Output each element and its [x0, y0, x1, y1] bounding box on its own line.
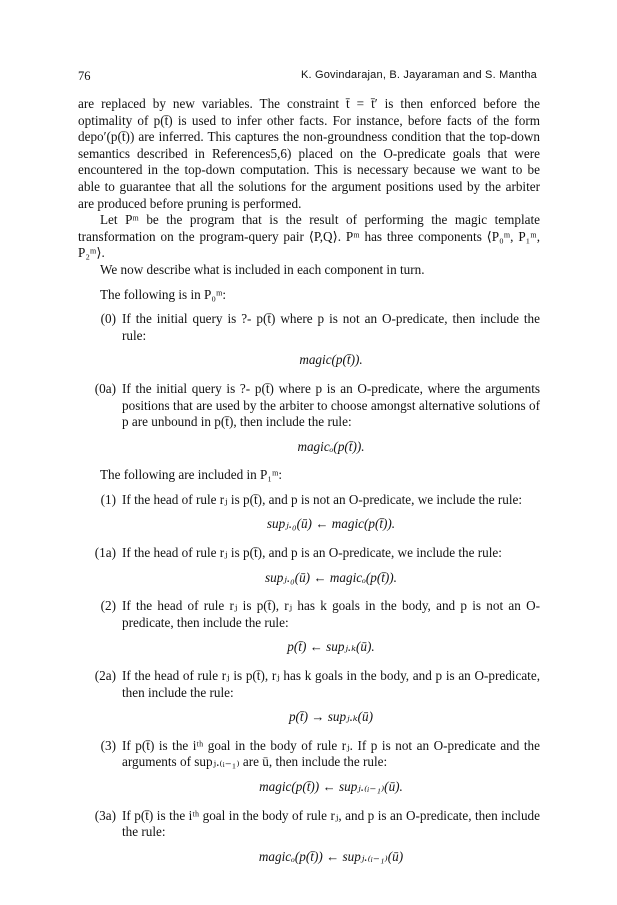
- rule-formula: magic(p(t̄)).: [299, 352, 363, 368]
- rule-formula: magicₒ(p(t̄)).: [297, 438, 365, 454]
- page-number: 76: [78, 69, 91, 83]
- rule-item-body: [122, 668, 540, 730]
- rule-item: [78, 738, 540, 800]
- rule-formula: magic(p(t̄)) ← supⱼ.₍ᵢ₋₁₎(ū).: [259, 779, 403, 794]
- rule-item-label: (3a): [94, 807, 116, 823]
- section-intro-p0: The following is in P₀ᵐ:: [100, 286, 227, 302]
- rule-formula: magicₒ(p(t̄)) ← supⱼ.₍ᵢ₋₁₎(ū): [258, 848, 404, 864]
- rule-item-body: [122, 381, 540, 459]
- rule-item-label: (0): [100, 311, 116, 327]
- rule-item: [78, 311, 540, 373]
- rule-item: [78, 381, 540, 459]
- rule-item-body: [122, 492, 540, 537]
- rule-formula: supⱼ.₀(ū) ← magicₒ(p(t̄)).: [265, 569, 397, 585]
- rule-item-text: If the head of rule rⱼ is p(t̄), rⱼ has k goals in the body, and p is an O-predicate, then include the rule:: [122, 668, 540, 700]
- rule-item-body: [122, 545, 540, 590]
- rule-formula: p(t̄) ← supⱼ.ₖ(ū).: [287, 639, 375, 655]
- rule-item: [78, 668, 540, 730]
- rule-item: [78, 598, 540, 660]
- rule-item-body: [122, 311, 540, 373]
- rule-item-body: [122, 598, 540, 660]
- rule-item-text: If p(t̄) is the iᵗʰ goal in the body of rule rⱼ, and p is an O-predicate, then include the rule:: [122, 807, 540, 840]
- rule-item-text: If the head of rule rⱼ is p(t̄), and p is not an O-predicate, we include the rule:: [122, 491, 523, 507]
- rule-item-label: (3): [100, 737, 116, 753]
- rule-formula: p(t̄) → supⱼ.ₖ(ū): [288, 709, 374, 725]
- paragraph: are replaced by new variables. The constraint t̄ = t̄′ is then enforced before the optimality of p(t̄) is used to infer other facts. For instance, before facts of the form depo′(p(t̄)) are inferred. This captures the non-groundness condition that the top-down semantics described in References5,6) placed on the O-predicate goals that were encountered in the top-down computation. This is necessary because we want to be able to guarantee that all the solutions for the argument positions used by the arbiter are produced before pruning is performed.: [78, 96, 540, 211]
- running-header-authors: K. Govindarajan, B. Jayaraman and S. Mantha: [300, 69, 537, 81]
- rule-item-text: If p(t̄) is the iᵗʰ goal in the body of rule rⱼ. If p is not an O-predicate and the arguments of supⱼ.₍ᵢ₋₁₎ are ū, then include the rule:: [122, 737, 540, 770]
- rule-item-body: [122, 808, 540, 870]
- rule-item: [78, 545, 540, 590]
- paragraph: We now describe what is included in each component in turn.: [100, 261, 425, 277]
- section-intro-p1: The following are included in P₁ᵐ:: [100, 467, 283, 483]
- rule-list-p1: [78, 492, 540, 870]
- rule-item-text: If the initial query is ?- p(t̄) where p is an O-predicate, where the arguments positions that are used by the arbiter to choose amongst alternative solutions of p are unbound in p(t̄), then include the rule:: [122, 380, 540, 430]
- rule-list-p0: [78, 311, 540, 459]
- rule-item-text: If the initial query is ?- p(t̄) where p is not an O-predicate, then include the rule:: [122, 311, 540, 343]
- page-body: [78, 96, 540, 869]
- rule-item: [78, 808, 540, 870]
- rule-item-text: If the head of rule rⱼ is p(t̄), and p is an O-predicate, we include the rule:: [122, 545, 502, 561]
- rule-item: [78, 492, 540, 537]
- rule-item-label: (1): [100, 491, 116, 507]
- rule-item-label: (2a): [94, 668, 116, 684]
- rule-formula: supⱼ.₀(ū) ← magic(p(t̄)).: [266, 516, 396, 532]
- rule-item-body: [122, 738, 540, 800]
- rule-item-label: (2): [100, 598, 116, 614]
- rule-item-label: (1a): [94, 545, 116, 561]
- paragraph: Let Pᵐ be the program that is the result of performing the magic template transformation on the program-query pair ⟨P,Q⟩. Pᵐ has three components ⟨P₀ᵐ, P₁ᵐ, P₂ᵐ⟩.: [78, 212, 540, 261]
- rule-item-text: If the head of rule rⱼ is p(t̄), rⱼ has k goals in the body, and p is not an O-predicate, then include the rule:: [122, 598, 540, 630]
- rule-item-label: (0a): [94, 380, 116, 396]
